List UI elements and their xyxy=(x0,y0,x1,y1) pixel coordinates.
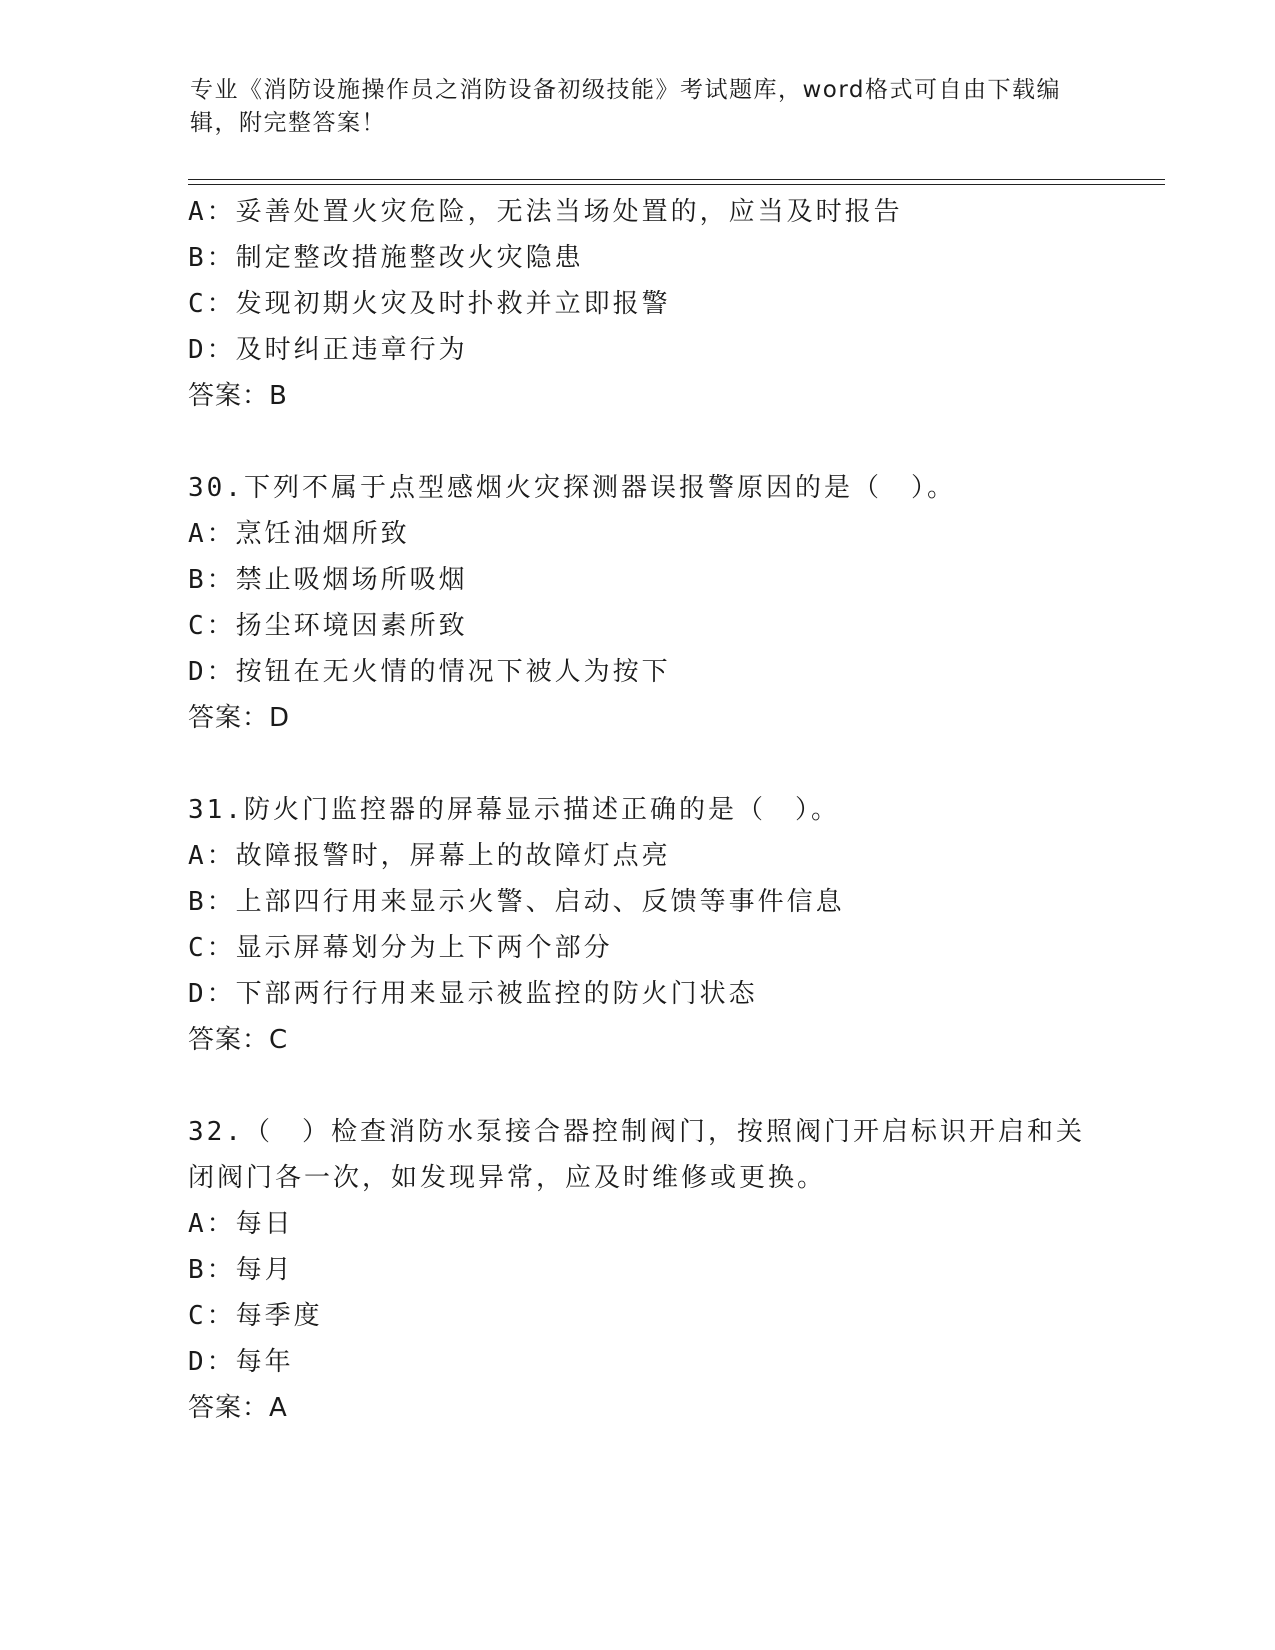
option-d: D：每年 xyxy=(188,1347,294,1377)
question-list xyxy=(188,189,1088,1431)
question-stem: 32.（ ）检查消防水泵接合器控制阀门，按照阀门开启标识开启和关闭阀门各一次，如发现异常，应及时维修或更换。 xyxy=(188,1117,1085,1193)
answer-line: 答案：D xyxy=(188,703,291,733)
spacer xyxy=(188,741,1088,787)
answer-line: 答案：A xyxy=(188,1393,288,1423)
answer-line: 答案：C xyxy=(188,1025,289,1055)
spacer xyxy=(188,419,1088,465)
option-c: C：发现初期火灾及时扑救并立即报警 xyxy=(188,289,671,319)
header-divider-bottom xyxy=(188,184,1165,185)
question-30 xyxy=(188,465,1088,741)
option-d: D：下部两行行用来显示被监控的防火门状态 xyxy=(188,979,758,1009)
option-c: C：扬尘环境因素所致 xyxy=(188,611,468,641)
option-c: C：显示屏幕划分为上下两个部分 xyxy=(188,933,613,963)
option-a: A：烹饪油烟所致 xyxy=(188,519,410,549)
option-c: C：每季度 xyxy=(188,1301,323,1331)
question-29-continued xyxy=(188,189,1088,419)
option-b: B：制定整改措施整改火灾隐患 xyxy=(188,243,584,273)
option-b: B：上部四行用来显示火警、启动、反馈等事件信息 xyxy=(188,887,845,917)
option-d: D：及时纠正违章行为 xyxy=(188,335,468,365)
option-a: A：每日 xyxy=(188,1209,294,1239)
option-a: A：故障报警时，屏幕上的故障灯点亮 xyxy=(188,841,671,871)
spacer xyxy=(188,1063,1088,1109)
option-d: D：按钮在无火情的情况下被人为按下 xyxy=(188,657,671,687)
document-header: 专业《消防设施操作员之消防设备初级技能》考试题库，word格式可自由下载编辑，附完整答案！ xyxy=(190,77,1062,136)
option-a: A：妥善处置火灾危险，无法当场处置的，应当及时报告 xyxy=(188,197,903,227)
header-divider-top xyxy=(188,179,1165,180)
option-b: B：每月 xyxy=(188,1255,294,1285)
question-31 xyxy=(188,787,1088,1063)
question-stem: 31.防火门监控器的屏幕显示描述正确的是（ ）。 xyxy=(188,795,840,825)
answer-line: 答案：B xyxy=(188,381,288,411)
question-32 xyxy=(188,1109,1088,1431)
question-stem: 30.下列不属于点型感烟火灾探测器误报警原因的是（ ）。 xyxy=(188,473,956,503)
option-b: B：禁止吸烟场所吸烟 xyxy=(188,565,468,595)
